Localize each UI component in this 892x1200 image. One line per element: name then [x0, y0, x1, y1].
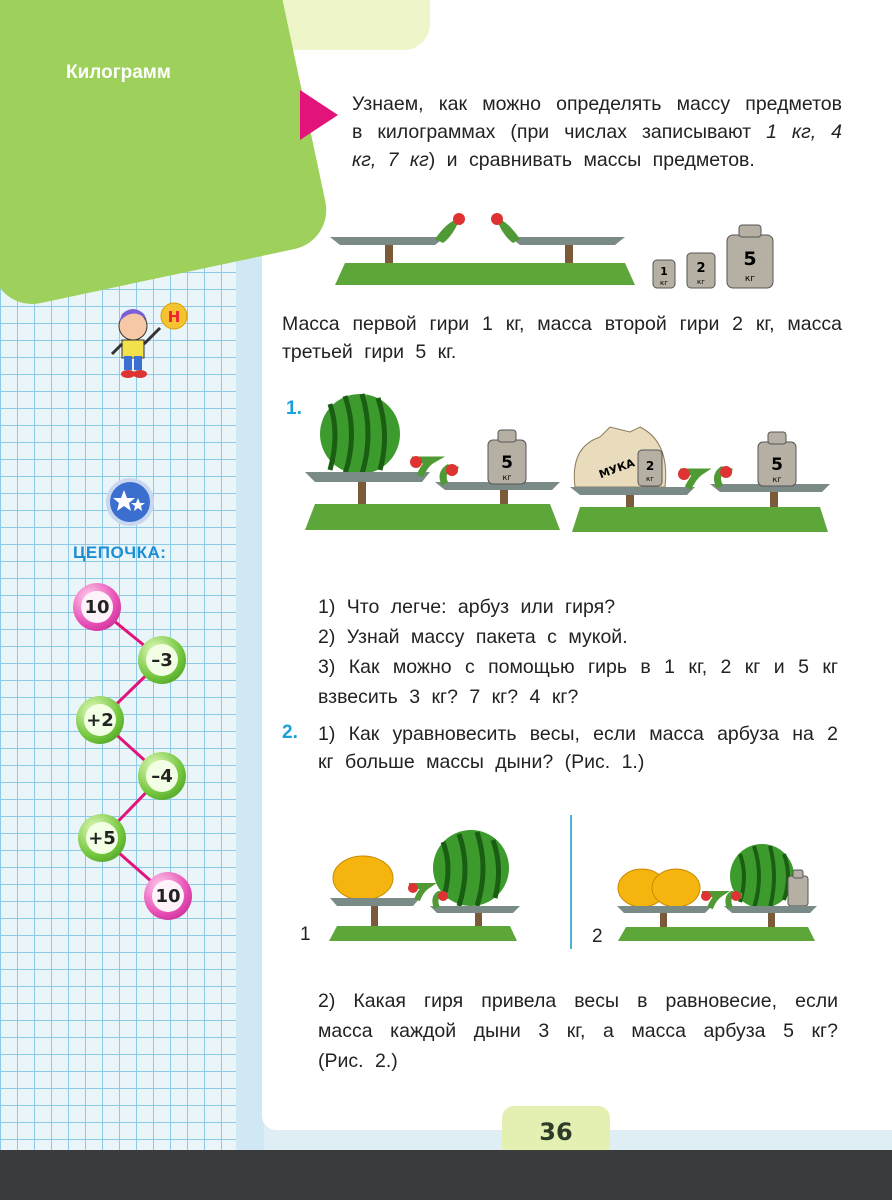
task1-weight-c-value: 5	[771, 455, 783, 475]
chain-value-5: +5	[86, 822, 118, 854]
weight-2kg-value: 2	[696, 261, 706, 276]
topic-title: Килограмм	[66, 62, 171, 83]
task1-figure	[300, 392, 840, 542]
figure-2-label: 2	[592, 926, 603, 947]
scale-two-melons-icon	[617, 844, 817, 941]
task2-number: 2.	[282, 722, 298, 743]
scale-flour-icon	[570, 427, 830, 532]
task1-question-3: 3) Как можно с помощью гирь в 1 кг, 2 кг и 5 кг взвесить 3 кг? 7 кг? 4 кг?	[318, 656, 838, 708]
chain-value-6: 10	[152, 880, 184, 912]
task1-number: 1.	[286, 398, 302, 419]
chain-title: ЦЕПОЧКА:	[73, 543, 167, 562]
task1-weight-a-value: 5	[501, 453, 513, 473]
chain-ball-4	[138, 752, 186, 800]
bottom-bar	[0, 1150, 892, 1200]
weight-2kg-icon	[687, 253, 715, 288]
page-number: 36	[539, 1118, 573, 1146]
chain-value-4: –4	[146, 760, 178, 792]
task1-questions	[318, 592, 838, 712]
chain-value-3: +2	[84, 704, 116, 736]
flour-bag-label: МУКА	[597, 456, 637, 482]
figure-2	[612, 840, 822, 946]
task1-weight-b-value: 2	[645, 459, 655, 473]
empty-scale-figure	[325, 205, 805, 300]
intro-units: 1 кг, 4 кг, 7 кг	[352, 121, 842, 171]
weight-5kg-unit: кг	[744, 274, 756, 284]
chain-ball-3	[76, 696, 124, 744]
chain-value-2: –3	[146, 644, 178, 676]
chain-value-1: 10	[81, 591, 113, 623]
scale-watermelon-icon	[305, 394, 560, 530]
task2-question-2: 2) Какая гиря привела весы в равновесие, если масса каждой дыни 3 кг, а масса арбуза 5 кг? (Рис. 2.)	[318, 990, 838, 1072]
scale-melon-watermelon-icon	[329, 830, 520, 941]
weight-1kg-value: 1	[660, 265, 668, 278]
chain-ball-1	[73, 583, 121, 631]
weight-1kg-icon	[653, 260, 675, 288]
weight-5kg-value: 5	[743, 248, 757, 270]
chain-ball-6	[144, 872, 192, 920]
masses-text: Масса первой гири 1 кг, масса второй гири 2 кг, масса третьей гири 5 кг.	[282, 313, 842, 363]
scale-icon	[330, 213, 635, 285]
task1-weight-c-unit: кг	[772, 475, 782, 484]
task2-question-1: 1) Как уравновесить весы, если масса арбуза на 2 кг больше массы дыни? (Рис. 1.)	[318, 723, 838, 773]
figure-1-label: 1	[300, 924, 311, 945]
chain-ball-2	[138, 636, 186, 684]
task1-weight-a-unit: кг	[502, 473, 512, 482]
intro-part2: ) и сравнивать массы предметов.	[428, 149, 755, 171]
weight-2kg-unit: кг	[697, 278, 705, 286]
figure-divider	[570, 815, 572, 949]
intro-text	[352, 90, 842, 174]
chain-ball-5	[78, 814, 126, 862]
play-triangle-icon	[300, 90, 338, 140]
weight-1kg-unit: кг	[660, 279, 668, 287]
intro-part1: Узнаем, как можно определять массу предметов в килограммах (при числах записывают	[352, 93, 842, 143]
weight-5kg-icon	[727, 225, 773, 288]
task1-question-1: 1) Что легче: арбуз или гиря?	[318, 596, 616, 618]
task1-weight-b-unit: кг	[646, 475, 654, 483]
task1-question-2: 2) Узнай массу пакета с мукой.	[318, 626, 628, 648]
hint-badge-letter: Н	[167, 308, 181, 326]
figure-1	[325, 828, 525, 946]
